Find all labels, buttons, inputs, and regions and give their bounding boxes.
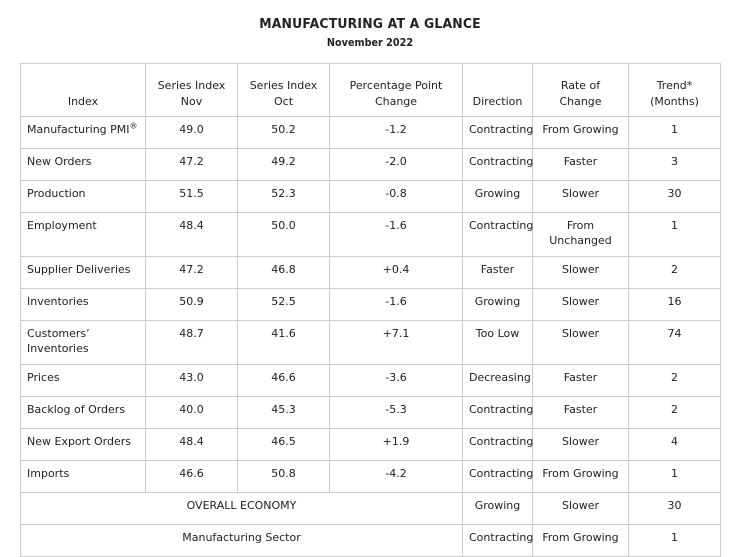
row-name: Customers’ Inventories xyxy=(21,321,146,365)
row-change: +1.9 xyxy=(330,429,463,461)
row-name: Manufacturing PMI® xyxy=(21,117,146,149)
row-oct: 50.0 xyxy=(238,213,330,257)
row-direction: Contracting xyxy=(463,397,533,429)
row-trend: 2 xyxy=(629,365,721,397)
table-row xyxy=(21,365,721,397)
table-row xyxy=(21,321,721,365)
page-subtitle: November 2022 xyxy=(326,37,414,49)
row-name: New Orders xyxy=(21,149,146,181)
manufacturing-table xyxy=(20,63,721,557)
summary-label: OVERALL ECONOMY xyxy=(21,493,463,525)
row-nov: 40.0 xyxy=(146,397,238,429)
row-oct: 41.6 xyxy=(238,321,330,365)
header-index: Index xyxy=(21,64,146,117)
header-direction: Direction xyxy=(463,64,533,117)
row-oct: 45.3 xyxy=(238,397,330,429)
row-nov: 48.4 xyxy=(146,213,238,257)
row-direction: Decreasing xyxy=(463,365,533,397)
row-direction: Faster xyxy=(463,257,533,289)
summary-trend: 1 xyxy=(629,525,721,557)
row-trend: 30 xyxy=(629,181,721,213)
summary-rate: From Growing xyxy=(533,525,629,557)
summary-trend: 30 xyxy=(629,493,721,525)
summary-row xyxy=(21,493,721,525)
row-trend: 4 xyxy=(629,429,721,461)
row-rate: Faster xyxy=(533,365,629,397)
summary-direction: Growing xyxy=(463,493,533,525)
row-name: Supplier Deliveries xyxy=(21,257,146,289)
row-nov: 51.5 xyxy=(146,181,238,213)
row-oct: 52.5 xyxy=(238,289,330,321)
row-change: +7.1 xyxy=(330,321,463,365)
table-row xyxy=(21,213,721,257)
table-row xyxy=(21,181,721,213)
row-trend: 2 xyxy=(629,257,721,289)
row-trend: 1 xyxy=(629,461,721,493)
row-oct: 46.8 xyxy=(238,257,330,289)
table-row xyxy=(21,461,721,493)
table-row xyxy=(21,149,721,181)
row-nov: 47.2 xyxy=(146,149,238,181)
row-trend: 2 xyxy=(629,397,721,429)
row-rate: From Unchanged xyxy=(533,213,629,257)
row-change: -5.3 xyxy=(330,397,463,429)
header-change: Percentage Point Change xyxy=(330,64,463,117)
row-nov: 47.2 xyxy=(146,257,238,289)
summary-direction: Contracting xyxy=(463,525,533,557)
row-change: -4.2 xyxy=(330,461,463,493)
summary-row xyxy=(21,525,721,557)
row-trend: 74 xyxy=(629,321,721,365)
table-row xyxy=(21,397,721,429)
page-title: MANUFACTURING AT A GLANCE xyxy=(259,16,481,32)
table-row xyxy=(21,289,721,321)
row-change: +0.4 xyxy=(330,257,463,289)
row-rate: Slower xyxy=(533,181,629,213)
row-trend: 1 xyxy=(629,213,721,257)
row-direction: Growing xyxy=(463,181,533,213)
row-direction: Contracting xyxy=(463,429,533,461)
row-name: Inventories xyxy=(21,289,146,321)
header-trend: Trend* (Months) xyxy=(629,64,721,117)
summary-rate: Slower xyxy=(533,493,629,525)
header-oct: Series Index Oct xyxy=(238,64,330,117)
row-trend: 1 xyxy=(629,117,721,149)
row-nov: 50.9 xyxy=(146,289,238,321)
row-rate: Faster xyxy=(533,397,629,429)
header-nov: Series Index Nov xyxy=(146,64,238,117)
row-nov: 48.4 xyxy=(146,429,238,461)
row-name: Employment xyxy=(21,213,146,257)
table-row xyxy=(21,257,721,289)
row-direction: Contracting xyxy=(463,149,533,181)
row-trend: 16 xyxy=(629,289,721,321)
row-rate: Slower xyxy=(533,257,629,289)
row-rate: Slower xyxy=(533,321,629,365)
row-direction: Too Low xyxy=(463,321,533,365)
row-rate: From Growing xyxy=(533,461,629,493)
row-name: Production xyxy=(21,181,146,213)
row-nov: 49.0 xyxy=(146,117,238,149)
table-row xyxy=(21,429,721,461)
row-nov: 48.7 xyxy=(146,321,238,365)
row-direction: Contracting xyxy=(463,213,533,257)
row-oct: 50.8 xyxy=(238,461,330,493)
row-direction: Growing xyxy=(463,289,533,321)
row-oct: 46.5 xyxy=(238,429,330,461)
row-oct: 52.3 xyxy=(238,181,330,213)
row-direction: Contracting xyxy=(463,117,533,149)
row-rate: Slower xyxy=(533,289,629,321)
row-change: -1.2 xyxy=(330,117,463,149)
row-change: -3.6 xyxy=(330,365,463,397)
row-rate: Faster xyxy=(533,149,629,181)
row-oct: 50.2 xyxy=(238,117,330,149)
table-row xyxy=(21,117,721,149)
row-oct: 46.6 xyxy=(238,365,330,397)
row-nov: 46.6 xyxy=(146,461,238,493)
row-nov: 43.0 xyxy=(146,365,238,397)
row-direction: Contracting xyxy=(463,461,533,493)
summary-label: Manufacturing Sector xyxy=(21,525,463,557)
row-name: Prices xyxy=(21,365,146,397)
row-name: New Export Orders xyxy=(21,429,146,461)
row-change: -1.6 xyxy=(330,213,463,257)
row-change: -0.8 xyxy=(330,181,463,213)
row-change: -1.6 xyxy=(330,289,463,321)
row-trend: 3 xyxy=(629,149,721,181)
row-change: -2.0 xyxy=(330,149,463,181)
header-row xyxy=(21,64,721,117)
row-rate: Slower xyxy=(533,429,629,461)
row-rate: From Growing xyxy=(533,117,629,149)
row-name: Backlog of Orders xyxy=(21,397,146,429)
header-rate: Rate of Change xyxy=(533,64,629,117)
row-oct: 49.2 xyxy=(238,149,330,181)
row-name: Imports xyxy=(21,461,146,493)
